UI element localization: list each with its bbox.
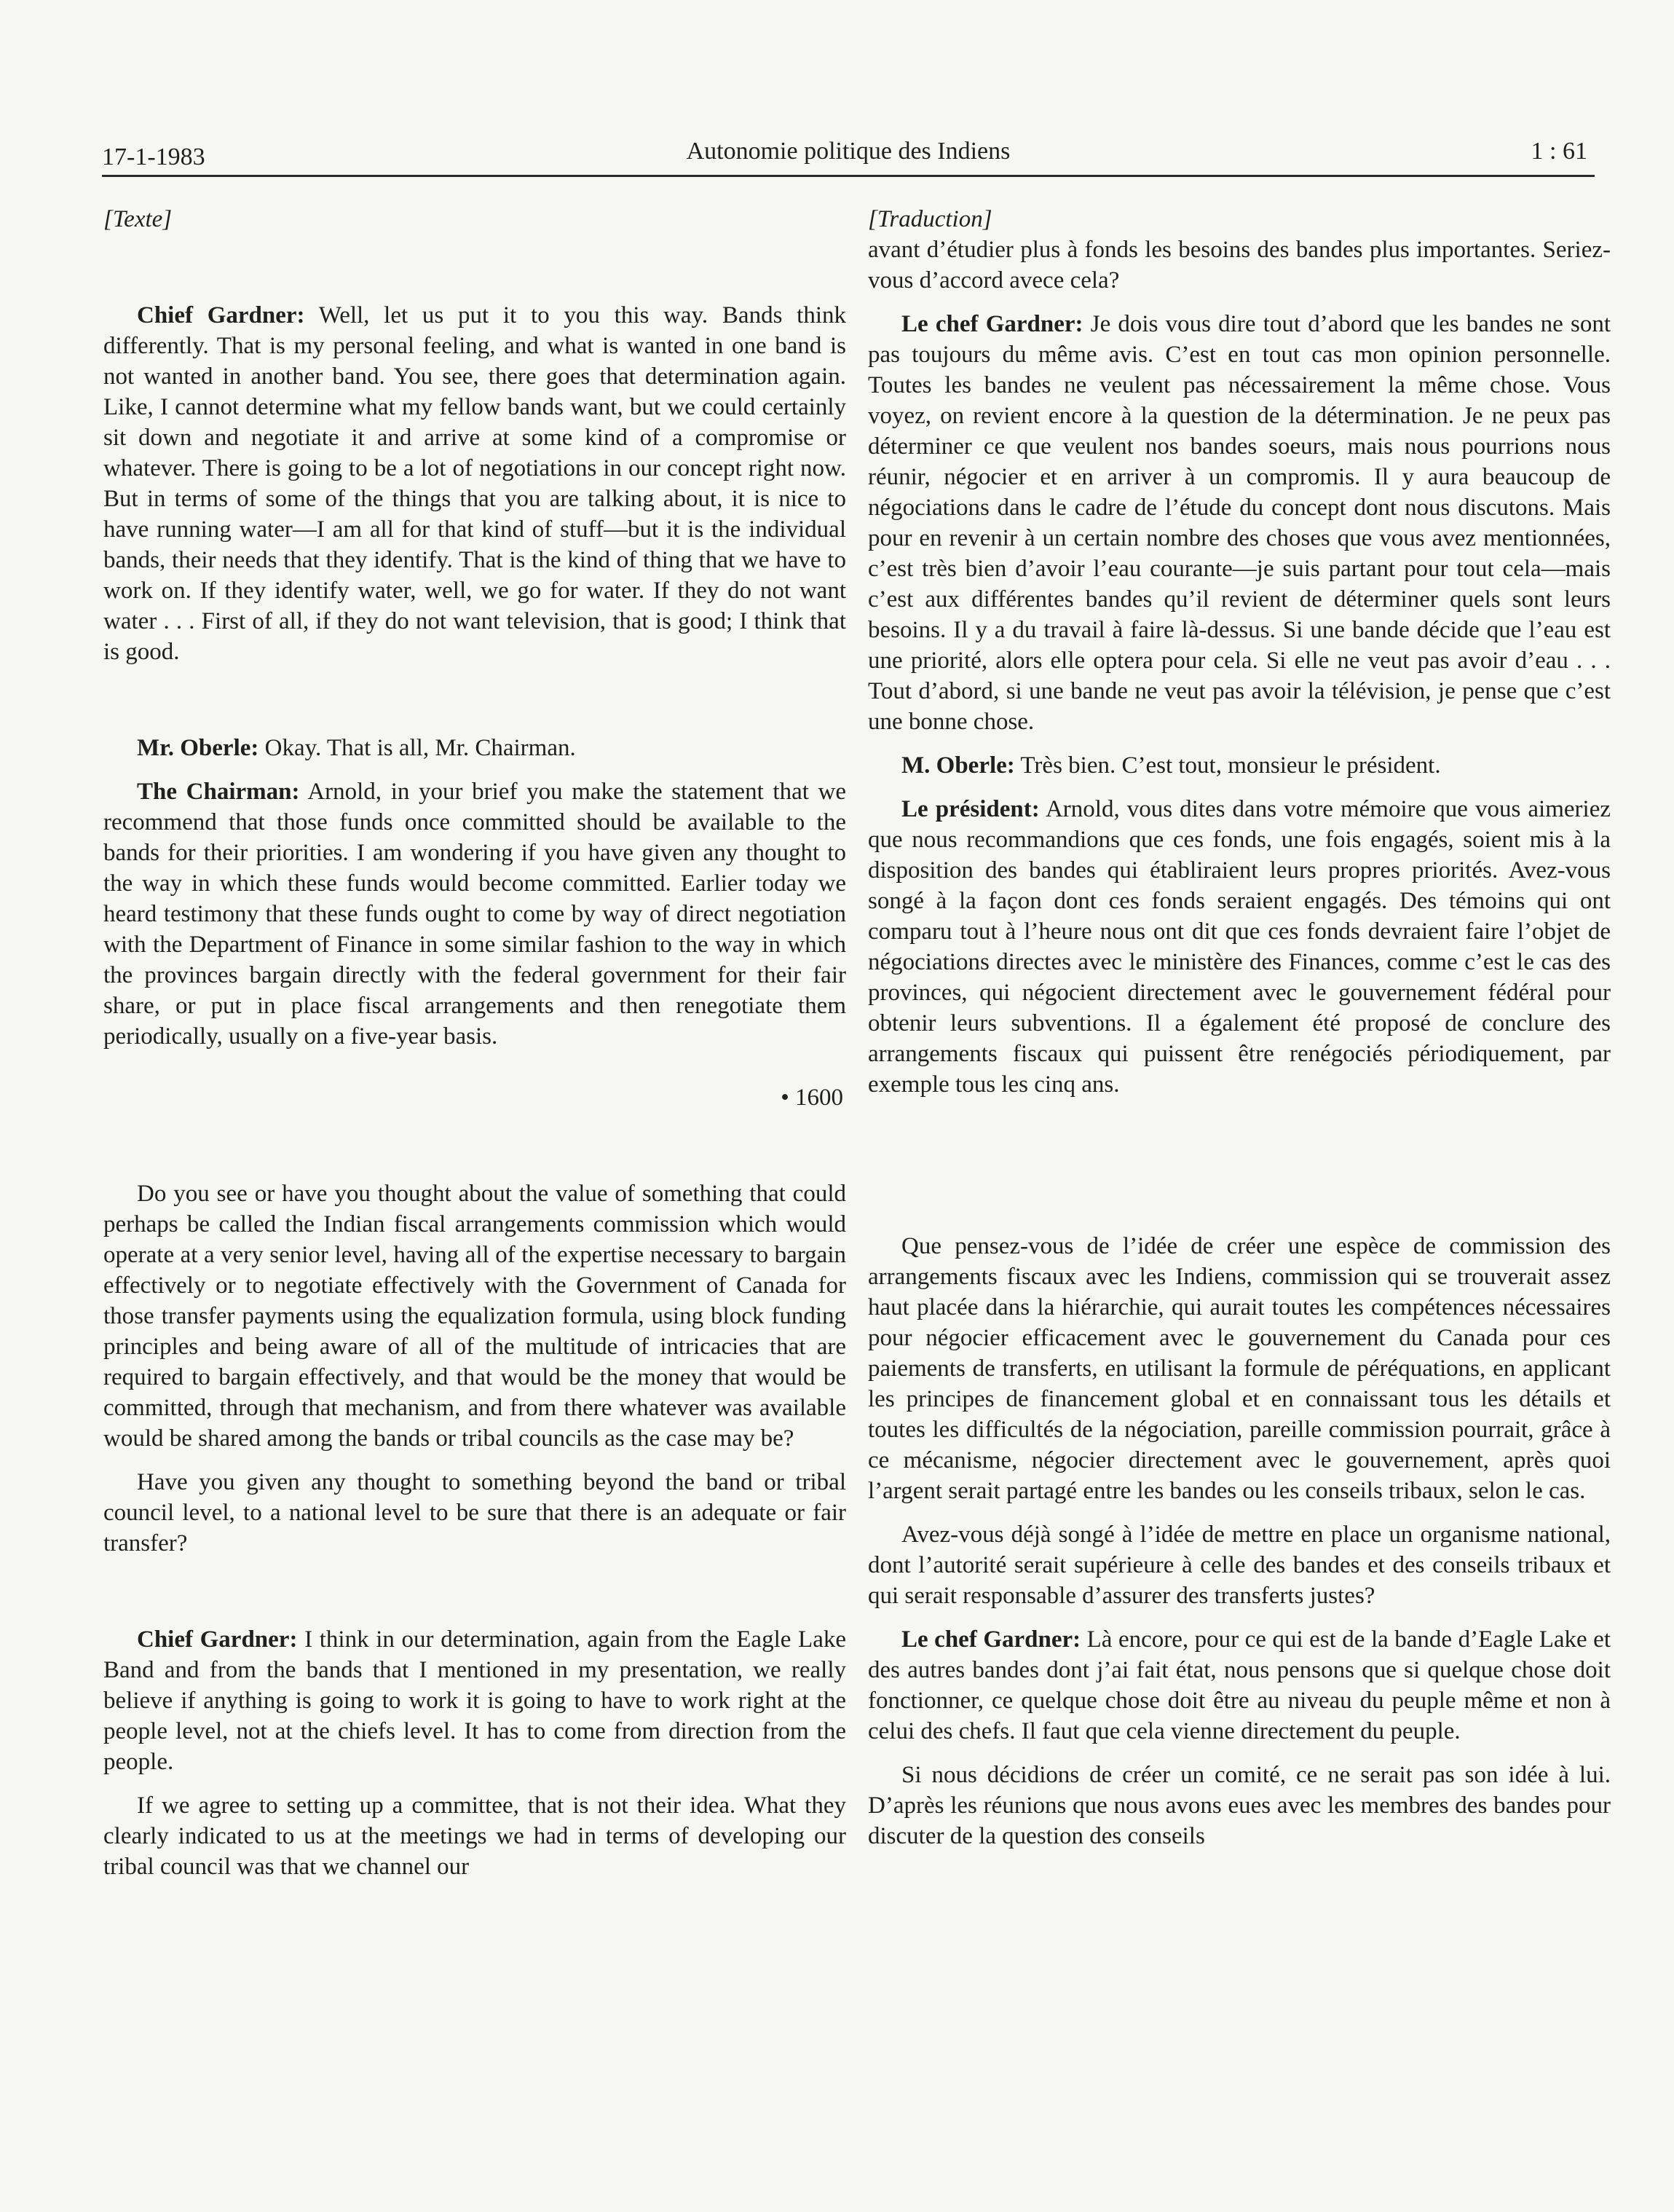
speaker-name: Chief Gardner: [137, 1626, 298, 1653]
paragraph-text: Okay. That is all, Mr. Chairman. [258, 735, 576, 761]
speaker-name: Le président: [901, 796, 1040, 822]
left-column [103, 204, 846, 1882]
speaker-name: Le chef Gardner: [901, 1626, 1081, 1653]
paragraph-text: Well, let us put it to you this way. Bands think differently. That is my personal feeling, and what is wanted in one band is not wanted in another band. You see, there goes that determination again. Like, I cannot determine what my fellow bands want, but we could certainly sit down and negotiate it and arrive at some kind of a compromise or whatever. There is going to be a lot of negotiations in our concept right now. But in terms of some of the things that you are talking about, it is nice to have running water—I am all for that kind of stuff—but it is the individual bands, their needs that they identify. That is the kind of thing that we have to work on. If they identify water, well, we go for water. If they do not want water . . . First of all, if they do not want television, that is good; I think that is good. [103, 302, 846, 665]
paragraph [868, 1624, 1611, 1747]
paragraph [868, 1231, 1611, 1506]
paragraph-text: Do you see or have you thought about the value of something that could perhaps be called the Indian fiscal arrangements commission which would operate at a very senior level, having all of the expertise necessary to bargain effectively or to negotiate effectively with the Government of Canada for those transfer payments using the equalization formula, using block funding principles and being aware of all of the multitude of intricacies that are required to bargain effectively, and that would be the money that would be committed, through that mechanism, and from there whatever was available would be shared among the bands or tribal councils as the case may be? [103, 1181, 846, 1452]
speaker-name: Chief Gardner: [137, 302, 305, 328]
paragraph-text: Que pensez-vous de l’idée de créer une espèce de commission des arrangements fiscaux avec les Indiens, commission qui se trouverait assez haut placée dans la hiérarchie, qui aurait toutes les compétences nécessaires pour négocier efficacement avec le gouvernement du Canada pour ces paiements de transferts, en utilisant la formule de péréquations, en applicant les principes de financement global et en connaissant tous les détails et toutes les difficultés de la négociation, pareille commission pourrait, grâce à ce mécanisme, négocier directement avec le gouvernement, après quoi l’argent serait partagé entre les bandes ou les conseils tribaux, selon le cas. [868, 1233, 1611, 1504]
paragraph-text: Si nous décidions de créer un comité, ce ne serait pas son idée à lui. D’après les réunions que nous avons eues avec les membres des bandes pour discuter de la question des conseils [868, 1762, 1611, 1849]
paragraph [103, 300, 846, 667]
speaker-name: Le chef Gardner: [901, 311, 1083, 337]
paragraph-text: avant d’étudier plus à fonds les besoins des bandes plus importantes. Seriez-vous d’accord avece cela? [868, 237, 1611, 294]
paragraph [103, 776, 846, 1052]
paragraph [103, 733, 846, 763]
paragraph-text: I think in our determination, again from the Eagle Lake Band and from the bands that I mentioned in my presentation, we really believe if anything is going to work it is going to have to work right at the people level, not at the chiefs level. It has to come from direction from the people. [103, 1626, 846, 1775]
paragraph [103, 1790, 846, 1882]
paragraph-text: Très bien. C’est tout, monsieur le président. [1014, 752, 1441, 779]
paragraph [868, 235, 1611, 296]
section-label-texte: [Texte] [103, 206, 173, 232]
paragraph [868, 794, 1611, 1100]
paragraph-text: Là encore, pour ce qui est de la bande d’Eagle Lake et des autres bandes dont j’ai fait état, nous pensons que si quelque chose doit fonctionner, ce quelque chose doit être au niveau du peuple même et non à celui des chefs. Il faut que cela vienne directement du peuple. [868, 1626, 1611, 1744]
paragraph-text: Have you given any thought to something beyond the band or tribal council level, to a national level to be sure that there is an adequate or fair transfer? [103, 1469, 846, 1556]
page-header [102, 124, 1595, 177]
paragraph [103, 1624, 846, 1777]
paragraph-text: Je dois vous dire tout d’abord que les bandes ne sont pas toujours du même avis. C’est en tout cas mon opinion personnelle. Toutes les bandes ne veulent pas nécessairement la même chose. Vous voyez, on revient encore à la question de la détermination. Je ne peux pas déterminer ce que veulent nos bandes soeurs, mais nous pourrions nous réunir, négocier et en arriver à un compromis. Il y aura beaucoup de négociations dans le cadre de l’étude du concept dont nous discutons. Mais pour en revenir à un certain nombre des choses que vous avez mentionnées, c’est très bien d’avoir l’eau courante—je suis partant pour tout cela—mais c’est aux différentes bandes qu’il revient de déterminer quels sont leurs besoins. Il y a du travail à faire là-dessus. Si une bande décide que l’eau est une priorité, alors elle optera pour cela. Si elle ne veut pas avoir d’eau . . . Tout d’abord, si une bande ne veut pas avoir la télévision, je pense que c’est une bonne chose. [868, 311, 1611, 735]
paragraph-text: Arnold, vous dites dans votre mémoire que vous aimeriez que nous recommandions que ces fonds, une fois engagés, soient mis à la disposition des bandes qui établiraient leurs propres priorités. Avez-vous songé à la façon dont ces fonds seraient engagés. Des témoins qui ont comparu tout à l’heure nous ont dit que ces fonds devraient faire l’objet de négociations directes avec le ministère des Finances, comme c’est le cas des provinces, qui négocient directement avec le gouvernement fédéral pour obtenir leurs subventions. Il a également été proposé de conclure des arrangements fiscaux qui puissent être renégociés périodiquement, par exemple tous les cinq ans. [868, 796, 1611, 1098]
right-column [868, 204, 1611, 1851]
header-page-number: 1 : 61 [1531, 138, 1587, 165]
speaker-name: Mr. Oberle: [137, 735, 259, 761]
section-label-traduction: [Traduction] [868, 206, 992, 232]
paragraph [868, 309, 1611, 737]
paragraph-text: Arnold, in your brief you make the statement that we recommend that those funds once committed should be available to the bands for their priorities. I am wondering if you have given any thought to the way in which these funds would become committed. Earlier today we heard testimony that these funds ought to come by way of direct negotiation with the Department of Finance in some similar fashion to the way in which the provinces bargain directly with the federal government for their fair share, or put in place fiscal arrangements and then renegotiate them periodically, usually on a five-year basis. [103, 779, 847, 1050]
paragraph [103, 1467, 846, 1559]
header-date: 17-1-1983 [102, 143, 205, 170]
paragraph [868, 1760, 1611, 1851]
paragraph [868, 1519, 1611, 1611]
speaker-name: M. Oberle: [901, 752, 1015, 779]
paragraph-text: Avez-vous déjà songé à l’idée de mettre en place un organisme national, dont l’autorité serait supérieure à celle des bandes et des conseils tribaux et qui serait responsable d’assurer des transferts justes? [868, 1522, 1611, 1609]
time-marker: • 1600 [781, 1085, 843, 1111]
paragraph [103, 1178, 846, 1454]
header-title: Autonomie politique des Indiens [686, 138, 1011, 165]
speaker-name: The Chairman: [137, 779, 300, 805]
paragraph-text: If we agree to setting up a committee, that is not their idea. What they clearly indicated to us at the meetings we had in terms of developing our tribal council was that we channel our [103, 1792, 846, 1880]
paragraph [868, 750, 1611, 781]
